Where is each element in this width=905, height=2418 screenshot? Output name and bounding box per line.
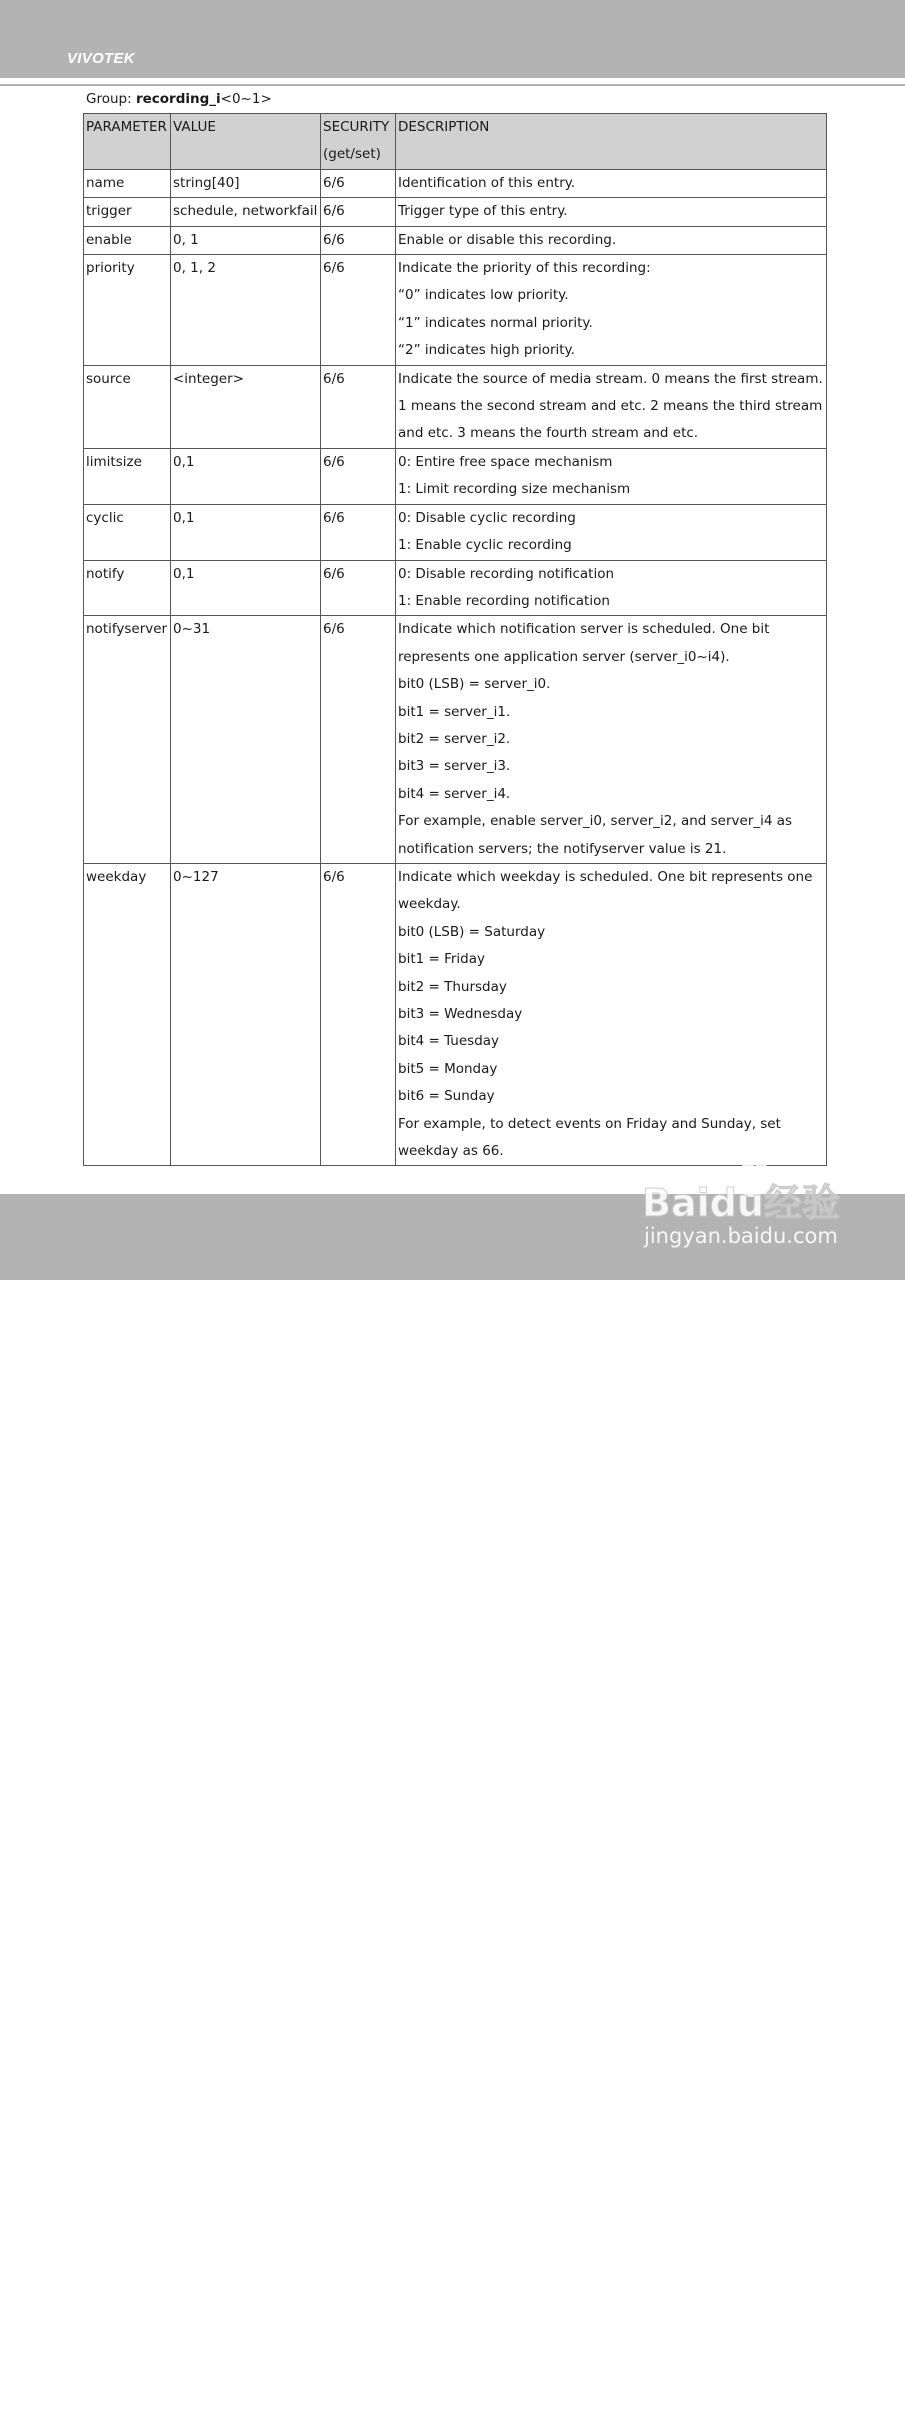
description-cell (396, 448, 827, 504)
security-cell: 6/6 (321, 560, 396, 616)
security-cell: 6/6 (321, 226, 396, 254)
header-security-label: SECURITY (323, 119, 390, 135)
table-row (84, 616, 827, 864)
description-cell (396, 169, 827, 197)
description-cell (396, 226, 827, 254)
description-line: Indicate which weekday is scheduled. One bit represents one (398, 868, 813, 885)
table-row (84, 863, 827, 1165)
header-bar (0, 0, 905, 78)
description-cell (396, 863, 827, 1165)
description-line: “0” indicates low priority. (398, 287, 569, 304)
parameter-cell: weekday (84, 863, 171, 1165)
group-title (86, 91, 272, 107)
description-cell (396, 616, 827, 864)
value-cell: string[40] (171, 169, 321, 197)
description-line: 1: Enable recording notification (398, 592, 610, 609)
header-value: VALUE (171, 114, 321, 170)
baidu-jingyan-watermark (640, 1150, 855, 1250)
description-line: bit4 = server_i4. (398, 785, 511, 802)
description-line: For example, to detect events on Friday and Sunday, set (398, 1115, 781, 1132)
table-row (84, 504, 827, 560)
security-cell: 6/6 (321, 198, 396, 226)
table-row (84, 255, 827, 366)
parameter-cell: notifyserver (84, 616, 171, 864)
footer-page-label: 122 - User's Manual (66, 2403, 182, 2418)
header-security (321, 114, 396, 170)
description-line: 1 means the second stream and etc. 2 means the third stream (398, 398, 823, 415)
description-line: Indicate the source of media stream. 0 means the first stream. (398, 370, 823, 387)
description-line: bit1 = Friday (398, 951, 486, 968)
description-line: bit2 = server_i2. (398, 730, 511, 747)
description-line: 1: Limit recording size mechanism (398, 481, 631, 498)
security-cell: 6/6 (321, 448, 396, 504)
description-line: represents one application server (server_i0~i4). (398, 648, 730, 665)
header-divider (0, 84, 905, 86)
value-cell: 0, 1 (171, 226, 321, 254)
description-line: 0: Entire free space mechanism (398, 453, 613, 470)
group-name: recording_i (135, 91, 221, 107)
description-line: notification servers; the notifyserver value is 21. (398, 840, 727, 857)
description-line: bit5 = Monday (398, 1060, 498, 1077)
value-cell: 0,1 (171, 560, 321, 616)
security-cell: 6/6 (321, 365, 396, 448)
description-line: bit3 = server_i3. (398, 758, 511, 775)
value-cell: 0~31 (171, 616, 321, 864)
description-cell (396, 560, 827, 616)
table-row (84, 448, 827, 504)
group-suffix: <0~1> (220, 91, 272, 107)
description-line: Indicate the priority of this recording: (398, 260, 651, 277)
table-row (84, 169, 827, 197)
value-cell: 0,1 (171, 504, 321, 560)
parameter-cell: name (84, 169, 171, 197)
value-cell: <integer> (171, 365, 321, 448)
table-row (84, 198, 827, 226)
description-cell (396, 365, 827, 448)
parameter-cell: trigger (84, 198, 171, 226)
description-line: bit4 = Tuesday (398, 1033, 500, 1050)
description-line: bit1 = server_i1. (398, 703, 511, 720)
description-line: bit2 = Thursday (398, 978, 507, 995)
value-cell: 0,1 (171, 448, 321, 504)
description-line: Identification of this entry. (398, 174, 576, 191)
header-parameter: PARAMETER (84, 114, 171, 170)
table-body (84, 169, 827, 1166)
parameter-cell: notify (84, 560, 171, 616)
group-prefix: Group: (86, 91, 136, 107)
description-line: 1: Enable cyclic recording (398, 537, 572, 554)
watermark-url: jingyan.baidu.com (644, 1224, 838, 1248)
table-row (84, 560, 827, 616)
description-cell (396, 255, 827, 366)
parameter-table (83, 113, 827, 1166)
parameter-cell: enable (84, 226, 171, 254)
security-cell: 6/6 (321, 169, 396, 197)
description-line: bit3 = Wednesday (398, 1006, 523, 1022)
parameter-cell: cyclic (84, 504, 171, 560)
security-cell: 6/6 (321, 255, 396, 366)
description-line: Indicate which notification server is scheduled. One bit (398, 621, 770, 638)
table-header-row (84, 114, 827, 170)
watermark-logo: Baidu经验 (642, 1181, 840, 1225)
description-line: 0: Disable cyclic recording (398, 509, 576, 526)
description-line: For example, enable server_i0, server_i2, and server_i4 as (398, 813, 793, 830)
description-line: “1” indicates normal priority. (398, 314, 593, 331)
value-cell: 0, 1, 2 (171, 255, 321, 366)
header-description: DESCRIPTION (396, 114, 827, 170)
parameter-cell: source (84, 365, 171, 448)
parameter-cell: limitsize (84, 448, 171, 504)
description-line: 0: Disable recording notification (398, 565, 615, 582)
parameter-cell: priority (84, 255, 171, 366)
header-security-sub: (get/set) (323, 146, 381, 163)
description-line: bit0 (LSB) = Saturday (398, 923, 546, 940)
description-cell (396, 504, 827, 560)
description-line: bit0 (LSB) = server_i0. (398, 676, 551, 693)
security-cell: 6/6 (321, 504, 396, 560)
security-cell: 6/6 (321, 616, 396, 864)
table-row (84, 365, 827, 448)
table-row (84, 226, 827, 254)
description-line: bit6 = Sunday (398, 1088, 495, 1105)
brand-logo: VIVOTEK (67, 50, 135, 67)
description-line: “2” indicates high priority. (398, 342, 575, 359)
description-line: and etc. 3 means the fourth stream and etc. (398, 425, 699, 442)
description-line: weekday. (398, 896, 461, 913)
description-line: Enable or disable this recording. (398, 231, 617, 248)
value-cell: 0~127 (171, 863, 321, 1165)
description-line: weekday as 66. (398, 1143, 504, 1160)
value-cell: schedule, networkfail (171, 198, 321, 226)
description-cell (396, 198, 827, 226)
security-cell: 6/6 (321, 863, 396, 1165)
description-line: Trigger type of this entry. (398, 203, 568, 220)
